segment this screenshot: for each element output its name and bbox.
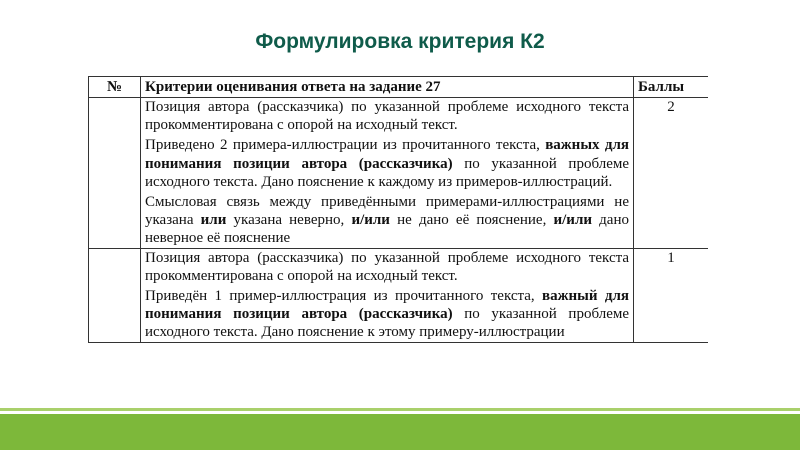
criteria-paragraph bbox=[145, 287, 629, 342]
score-cell: 2 bbox=[634, 98, 709, 249]
criteria-table-container bbox=[88, 76, 708, 406]
score-cell: 1 bbox=[634, 248, 709, 342]
criteria-paragraph bbox=[145, 136, 629, 191]
table-row bbox=[89, 248, 709, 342]
criteria-text: дано неверное её пояснение bbox=[145, 212, 629, 247]
criteria-bold-text: и/или bbox=[553, 212, 593, 229]
criteria-text: по указанной проблеме исходного текста. Дано пояснение к каждому из примеров-иллюстраций. bbox=[145, 155, 629, 190]
header-criteria: Критерии оценивания ответа на задание 27 bbox=[141, 77, 634, 98]
criteria-paragraph: Позиция автора (рассказчика) по указанной проблеме исходного текста прокомментирована с опорой на исходный текст. bbox=[145, 99, 629, 134]
criteria-table bbox=[88, 76, 708, 343]
criteria-text: по указанной проблеме исходного текста. Дано пояснение к этому примеру-иллюстрации bbox=[145, 306, 629, 341]
criteria-text: Приведён 1 пример-иллюстрация из прочитанного текста, bbox=[145, 288, 543, 305]
criteria-text: Приведено 2 примера-иллюстрации из прочитанного текста, bbox=[145, 137, 546, 154]
criteria-text: Смысловая связь между приведёнными примерами-иллюстрациями не указана bbox=[145, 194, 629, 229]
criteria-paragraph: Позиция автора (рассказчика) по указанной проблеме исходного текста прокомментирована с опорой на исходный текст. bbox=[145, 249, 629, 284]
criteria-bold-text: или bbox=[200, 212, 227, 229]
criteria-cell bbox=[141, 98, 634, 249]
slide-title: Формулировка критерия К2 bbox=[255, 30, 545, 53]
criteria-bold-text: и/или bbox=[351, 212, 390, 229]
criteria-bold-text: важный для понимания позиции автора (рассказчика) bbox=[145, 288, 630, 323]
row-number-cell bbox=[89, 248, 141, 342]
header-score: Баллы bbox=[634, 77, 709, 98]
header-number: № bbox=[89, 77, 141, 98]
row-number-cell bbox=[89, 98, 141, 249]
table-row bbox=[89, 98, 709, 249]
criteria-bold-text: важных для понимания позиции автора (рассказчика) bbox=[145, 137, 629, 172]
criteria-paragraph bbox=[145, 193, 629, 248]
criteria-text: указана неверно, bbox=[226, 212, 352, 229]
criteria-text: не дано её пояснение, bbox=[389, 212, 554, 229]
table-header-row bbox=[89, 77, 709, 98]
criteria-cell bbox=[141, 248, 634, 342]
footer-accent-line bbox=[0, 408, 800, 411]
footer-bar bbox=[0, 414, 800, 450]
